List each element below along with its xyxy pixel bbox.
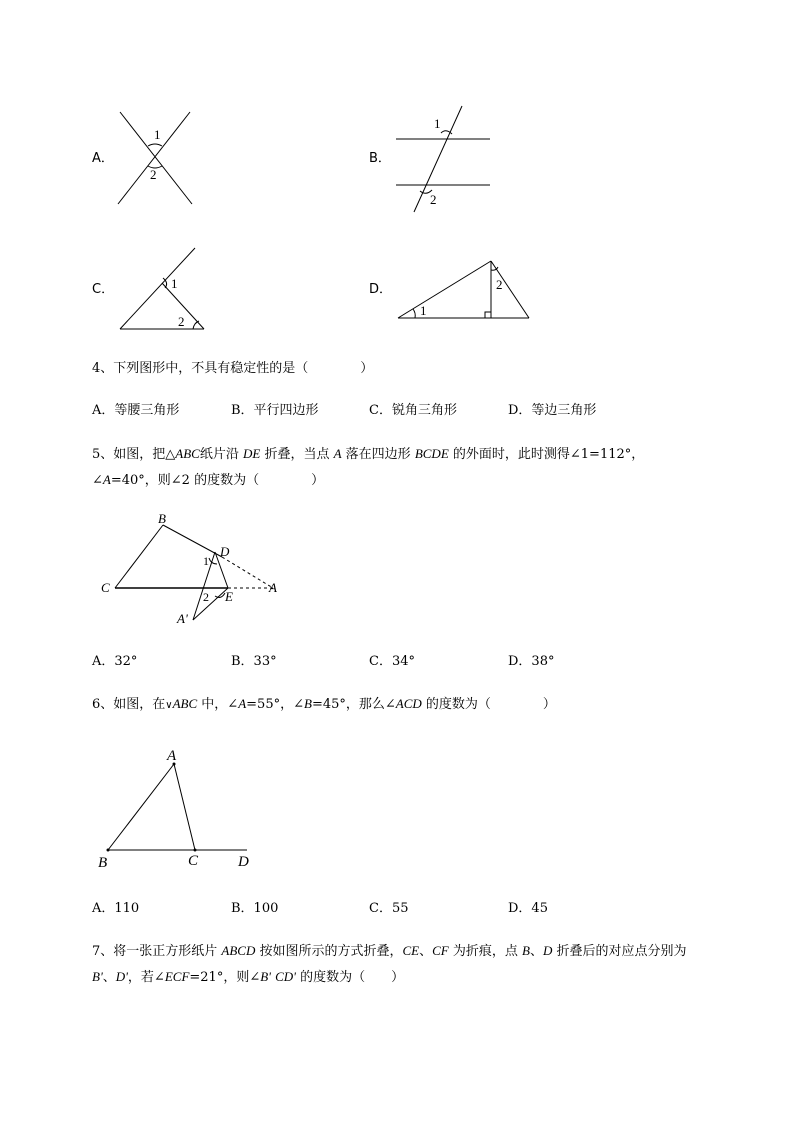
q5-stem-line2: ∠A=40°，则∠2 的度数为（ ） [92,472,325,488]
q4-option-a: A．等腰三角形 [92,403,180,418]
q5-figure [95,508,290,630]
angle-2-label: 2 [178,314,185,329]
q5-option-c: C．34° [369,654,415,669]
q5-option-d: D．38° [508,654,555,669]
q6-stem: 6、如图，在∨ABC 中，∠A=55°，∠B=45°，那么∠ACD 的度数为（ ） [92,696,556,712]
angle-1-label: 1 [420,303,427,318]
q7-stem-line1: 7、将一张正方形纸片 ABCD 按如图所示的方式折叠，CE、CF 为折痕，点 B、D 折叠后的对应点分别为 [92,943,687,959]
q3-option-d-figure [393,256,533,326]
vertex-b-label: B [98,855,108,871]
q3-option-a-letter: A． [92,151,114,166]
q6-option-a: A．110 [92,901,140,916]
vertex-c-label: C [101,580,110,595]
vertex-d-label: D [220,544,230,559]
q4-option-b: B．平行四边形 [231,403,319,418]
q3-option-c-letter: C． [92,282,115,297]
q6-option-c: C．55 [369,901,409,916]
angle-2-label: 2 [203,590,209,604]
vertex-c-label: C [188,853,199,869]
q6-option-d: D．45 [508,901,548,916]
vertex-b-label: B [158,511,166,526]
vertex-a-prime-label: A' [177,611,188,626]
q5-option-b: B．33° [231,654,277,669]
q3-option-d-letter: D． [369,282,393,297]
q6-figure [92,742,267,874]
vertex-a-label: A [167,748,177,764]
angle-1-label: 1 [154,127,161,142]
q7-stem-line2: B'、D'，若∠ECF=21°，则∠B' CD' 的度数为（ ） [92,969,405,985]
vertex-a-label: A [269,580,277,595]
q3-option-b-figure [390,100,500,215]
vertex-d-label: D [238,854,249,870]
q4-option-d: D．等边三角形 [508,403,597,418]
q4-stem: 4、下列图形中，不具有稳定性的是（ ） [92,361,374,376]
q6-option-b: B．100 [231,901,279,916]
angle-2-label: 2 [496,277,503,292]
angle-1-label: 1 [203,554,209,568]
q3-option-a-figure [110,100,210,212]
angle-1-label: 1 [171,276,178,291]
q3-option-b-letter: B． [369,151,391,166]
q3-option-c-figure [115,245,210,335]
vertex-e-label: E [225,589,233,604]
q4-option-c: C．锐角三角形 [369,403,457,418]
angle-1-label: 1 [434,116,441,131]
q5-option-a: A．32° [92,654,138,669]
angle-2-label: 2 [150,167,157,182]
q5-stem-line1: 5、如图，把△ABC纸片沿 DE 折叠，当点 A 落在四边形 BCDE 的外面时，此时测得∠1=112°， [92,446,645,462]
angle-2-label: 2 [430,192,437,207]
